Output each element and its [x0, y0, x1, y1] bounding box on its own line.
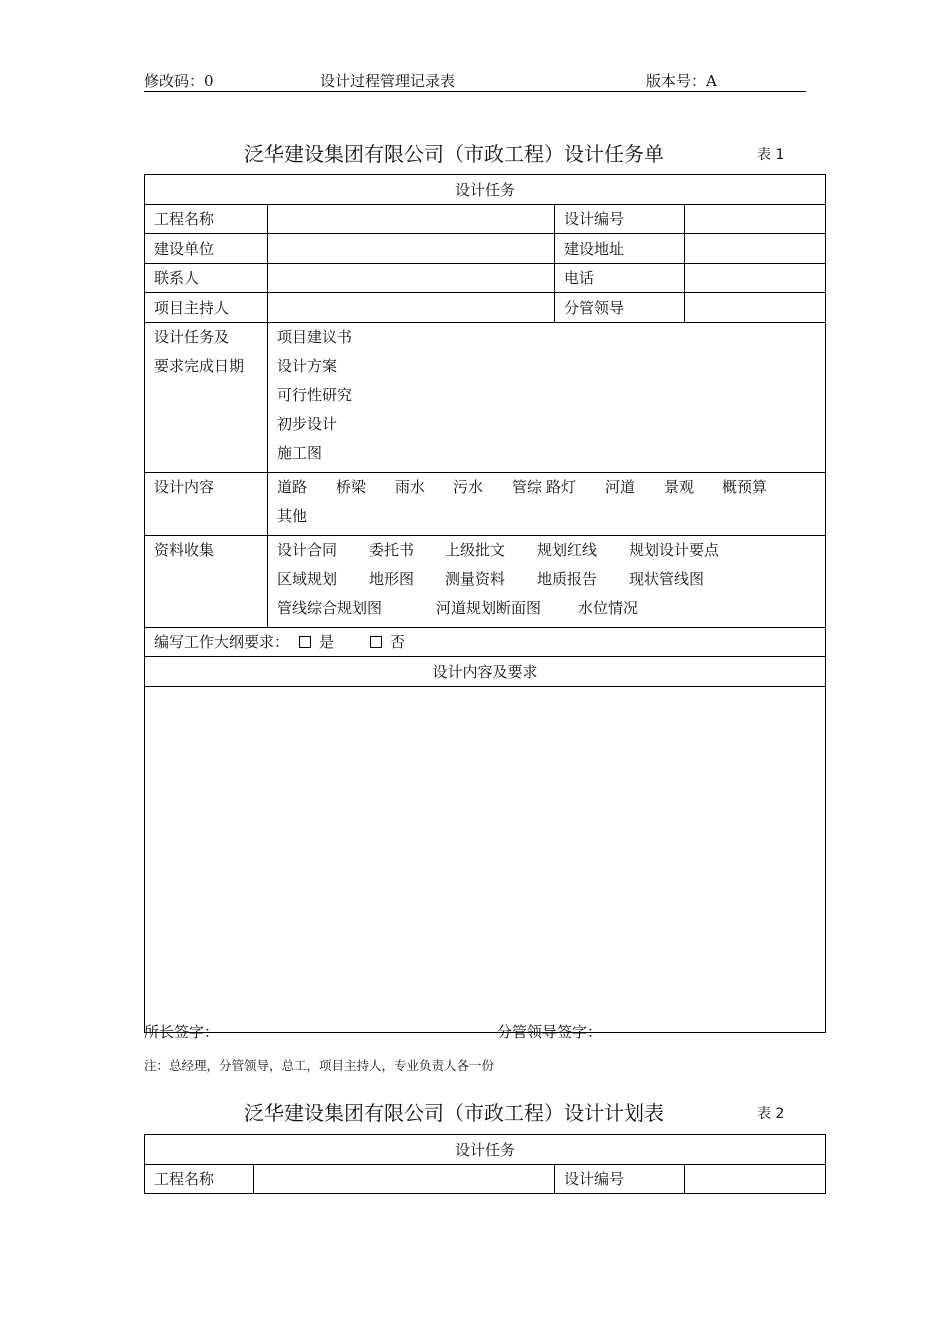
task-item[interactable]: 设计方案: [277, 356, 338, 375]
material-item[interactable]: 规划设计要点: [629, 540, 720, 559]
task-items-cell: [268, 322, 826, 472]
content-item[interactable]: 景观: [664, 477, 695, 496]
material-item[interactable]: 测量资料: [445, 569, 506, 588]
material-item[interactable]: 规划红线: [537, 540, 598, 559]
page-header: [144, 70, 806, 92]
material-item[interactable]: 水位情况: [578, 598, 639, 617]
leader-field[interactable]: [685, 293, 826, 323]
task-label-line: 要求完成日期: [154, 356, 245, 375]
material-item[interactable]: 委托书: [369, 540, 415, 559]
outline-yes-checkbox[interactable]: [299, 636, 311, 648]
builder-field[interactable]: [268, 234, 555, 264]
task-label-cell: [145, 322, 268, 472]
form2-table-number: 表 2: [757, 1106, 785, 1122]
material-item[interactable]: 区域规划: [277, 569, 338, 588]
form1-table-number: 表 1: [757, 147, 785, 163]
content-item[interactable]: 道路: [277, 477, 308, 496]
design-no-field[interactable]: [685, 204, 826, 234]
site-label: 建设地址: [555, 234, 685, 264]
phone-label: 电话: [555, 263, 685, 293]
builder-label: 建设单位: [145, 234, 268, 264]
section-title: 设计任务: [145, 1135, 826, 1165]
version-number: 版本号：A: [646, 72, 717, 90]
outline-no-label: 否: [390, 633, 406, 652]
outline-row: [145, 627, 826, 657]
materials-row: [277, 598, 816, 627]
design-task-table: [144, 174, 826, 1033]
content-items-cell: [268, 472, 826, 535]
project-name-label: 工程名称: [145, 204, 268, 234]
content-label: [145, 472, 268, 535]
materials-row: [277, 569, 816, 598]
lead-label: 项目主持人: [145, 293, 268, 323]
material-item[interactable]: 地质报告: [537, 569, 598, 588]
outline-label: 编写工作大纲要求：: [154, 633, 290, 652]
task-item[interactable]: 施工图: [277, 443, 323, 462]
material-item[interactable]: 河道规划断面图: [436, 598, 542, 617]
section-title: 设计任务: [145, 175, 826, 205]
design-no-field[interactable]: [685, 1164, 826, 1194]
task-item[interactable]: 项目建议书: [277, 327, 353, 346]
contact-field[interactable]: [268, 263, 555, 293]
director-signature: 所长签字：: [144, 1023, 220, 1041]
task-label-line: 设计任务及: [154, 327, 230, 346]
design-no-label: 设计编号: [555, 204, 685, 234]
project-name-label: 工程名称: [145, 1164, 254, 1194]
project-name-field[interactable]: [268, 204, 555, 234]
outline-no-checkbox[interactable]: [370, 636, 382, 648]
revision-code: 修改码：0: [144, 72, 214, 90]
contact-label: 联系人: [145, 263, 268, 293]
content-item[interactable]: 雨水: [395, 477, 426, 496]
content-item[interactable]: 污水: [453, 477, 484, 496]
design-no-label: 设计编号: [555, 1164, 685, 1194]
content-other[interactable]: 其他: [277, 506, 308, 525]
material-item[interactable]: 上级批文: [445, 540, 506, 559]
content-item[interactable]: 路灯: [546, 477, 577, 496]
project-name-field[interactable]: [254, 1164, 555, 1194]
materials-label: [145, 535, 268, 627]
task-item[interactable]: 初步设计: [277, 414, 338, 433]
design-plan-table: [144, 1134, 826, 1194]
task-item[interactable]: 可行性研究: [277, 385, 353, 404]
materials-label-text: 资料收集: [154, 540, 215, 559]
material-item[interactable]: 地形图: [369, 569, 415, 588]
content-item[interactable]: 管综: [512, 477, 543, 496]
distribution-note: 注：总经理，分管领导，总工，项目主持人，专业负责人各一份: [144, 1058, 495, 1073]
content-item[interactable]: 概预算: [722, 477, 768, 496]
site-field[interactable]: [685, 234, 826, 264]
content-item[interactable]: 桥梁: [336, 477, 367, 496]
requirements-title: 设计内容及要求: [145, 657, 826, 687]
leader-label: 分管领导: [555, 293, 685, 323]
materials-row: [277, 540, 816, 569]
content-items-row: [277, 477, 816, 506]
phone-field[interactable]: [685, 263, 826, 293]
materials-cell: [268, 535, 826, 627]
record-title: 设计过程管理记录表: [320, 72, 456, 90]
material-item[interactable]: 管线综合规划图: [277, 598, 383, 617]
form1-title: 泛华建设集团有限公司（市政工程）设计任务单: [244, 142, 664, 166]
material-item[interactable]: 现状管线图: [629, 569, 705, 588]
material-item[interactable]: 设计合同: [277, 540, 338, 559]
content-label-text: 设计内容: [154, 477, 215, 496]
content-item[interactable]: 河道: [605, 477, 636, 496]
requirements-field[interactable]: [145, 686, 826, 1032]
leader-signature: 分管领导签字：: [497, 1023, 603, 1041]
outline-yes-label: 是: [319, 633, 335, 652]
form2-title: 泛华建设集团有限公司（市政工程）设计计划表: [244, 1101, 664, 1125]
lead-field[interactable]: [268, 293, 555, 323]
